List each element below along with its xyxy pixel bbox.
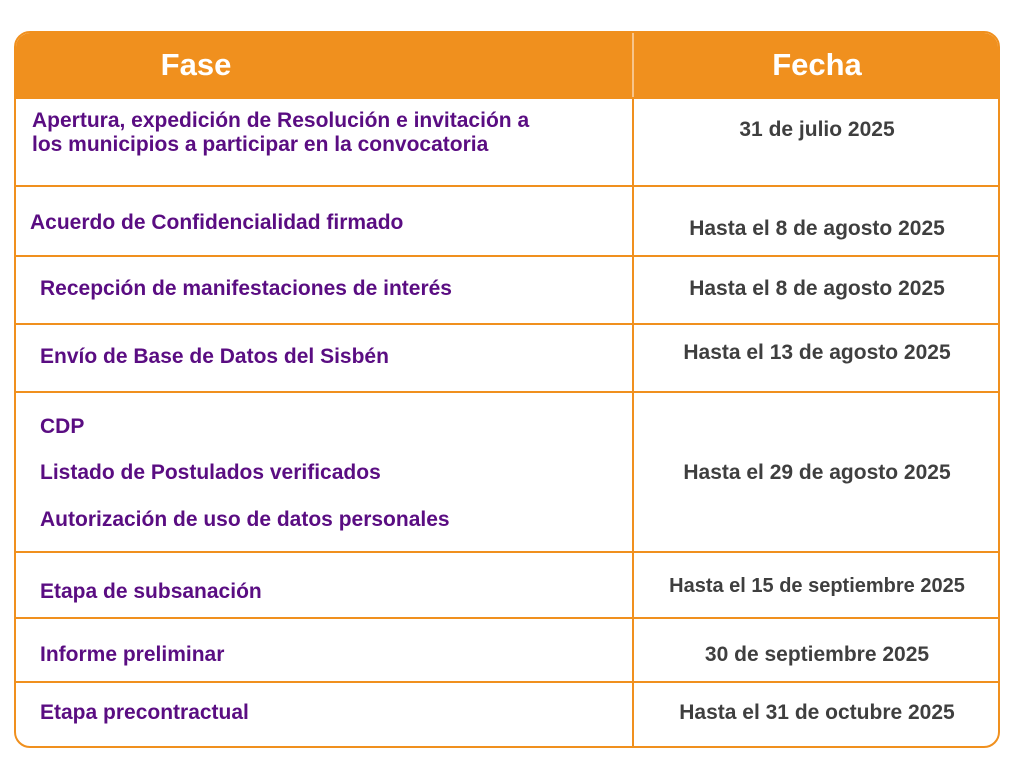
fase-text: Recepción de manifestaciones de interés (40, 277, 452, 300)
table-header (16, 33, 998, 97)
fase-text: Autorización de uso de datos personales (40, 508, 450, 531)
table-row (16, 551, 998, 619)
fecha-cell (634, 99, 1000, 187)
fase-cell (16, 393, 632, 553)
table-row (16, 681, 998, 748)
table-row (16, 391, 998, 553)
fase-text: Etapa de subsanación (40, 580, 262, 603)
fecha-text: Hasta el 15 de septiembre 2025 (669, 575, 965, 597)
fecha-cell (634, 187, 1000, 257)
table-row (16, 185, 998, 257)
fase-cell (16, 553, 632, 619)
header-fecha: Fecha (772, 47, 862, 82)
fecha-cell (634, 393, 1000, 553)
fase-text: Apertura, expedición de Resolución e invitación a (32, 109, 530, 132)
table-row (16, 97, 998, 187)
fase-cell (16, 257, 632, 325)
fecha-text: 30 de septiembre 2025 (704, 643, 930, 666)
fase-text: Informe preliminar (40, 643, 225, 666)
fase-cell (16, 683, 632, 748)
fecha-text: Hasta el 13 de agosto 2025 (683, 341, 951, 364)
header-fase: Fase (160, 47, 232, 82)
fecha-cell (634, 553, 1000, 619)
fase-text: Acuerdo de Confidencialidad firmado (30, 211, 404, 234)
fase-text: CDP (40, 415, 85, 438)
fecha-cell (634, 325, 1000, 393)
table-row (16, 255, 998, 325)
fecha-text: Hasta el 8 de agosto 2025 (689, 217, 945, 240)
fecha-text: Hasta el 31 de octubre 2025 (679, 701, 955, 724)
fase-text: los municipios a participar en la convocatoria (32, 133, 489, 156)
table-row (16, 617, 998, 683)
fase-cell (16, 619, 632, 683)
fase-cell (16, 325, 632, 393)
fecha-cell (634, 619, 1000, 683)
fecha-text: Hasta el 8 de agosto 2025 (689, 277, 945, 300)
fase-text: Envío de Base de Datos del Sisbén (40, 345, 389, 368)
fecha-cell (634, 683, 1000, 748)
schedule-table (14, 31, 1000, 748)
fecha-cell (634, 257, 1000, 325)
fase-text: Listado de Postulados verificados (40, 461, 381, 484)
fase-cell (16, 187, 632, 257)
table-row (16, 323, 998, 393)
fecha-text: 31 de julio 2025 (739, 118, 895, 141)
fecha-text: Hasta el 29 de agosto 2025 (683, 461, 951, 484)
fase-text: Etapa precontractual (40, 701, 249, 724)
fase-cell (16, 99, 632, 187)
